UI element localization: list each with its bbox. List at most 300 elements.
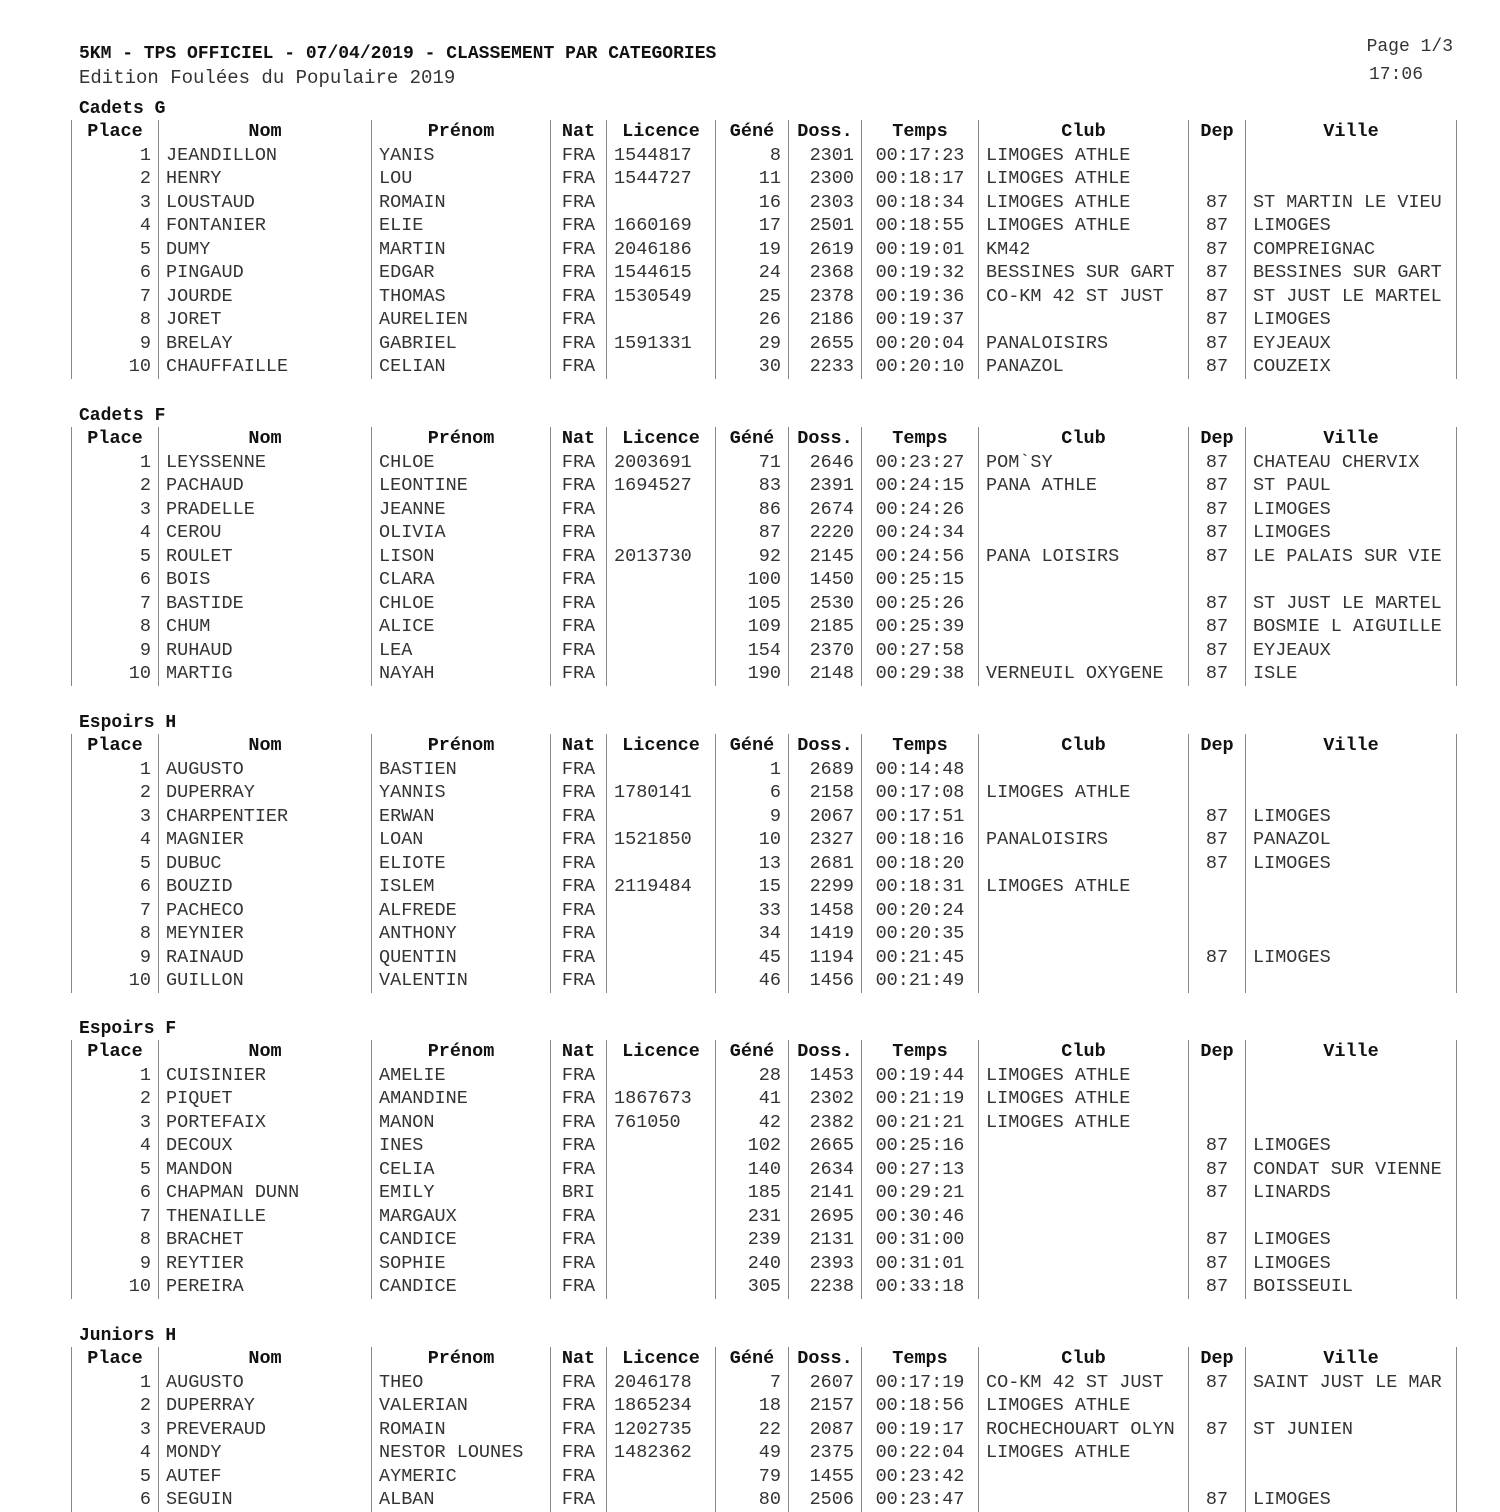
cell-dossard: 2145 — [789, 545, 862, 569]
cell-dep — [1189, 144, 1246, 168]
cell-place: 4 — [72, 1441, 159, 1465]
table-row — [72, 474, 1457, 498]
cell-prenom: ALFREDE — [372, 899, 551, 923]
cell-dep: 87 — [1189, 191, 1246, 215]
column-header-prenom: Prénom — [372, 1040, 551, 1064]
cell-nom: CHUM — [159, 615, 372, 639]
table-row — [72, 1252, 1457, 1276]
cell-nat: FRA — [551, 615, 607, 639]
cell-temps: 00:22:04 — [862, 1441, 979, 1465]
cell-club: LIMOGES ATHLE — [979, 214, 1189, 238]
cell-gene: 11 — [716, 167, 789, 191]
cell-dep — [1189, 568, 1246, 592]
column-header-gene: Géné — [716, 734, 789, 758]
cell-licence — [607, 498, 716, 522]
cell-gene: 15 — [716, 875, 789, 899]
cell-place: 5 — [72, 852, 159, 876]
cell-nat: FRA — [551, 828, 607, 852]
table-row — [72, 1087, 1457, 1111]
report-title: 5KM - TPS OFFICIEL - 07/04/2019 - CLASSEMENT PAR CATEGORIES — [79, 44, 717, 64]
cell-gene: 305 — [716, 1275, 789, 1299]
cell-ville: LIMOGES — [1246, 498, 1457, 522]
category-title: Espoirs F — [79, 1019, 177, 1039]
cell-ville: LE PALAIS SUR VIE — [1246, 545, 1457, 569]
cell-club — [979, 946, 1189, 970]
cell-place: 9 — [72, 1252, 159, 1276]
cell-dossard: 2131 — [789, 1228, 862, 1252]
cell-place: 6 — [72, 875, 159, 899]
cell-ville — [1246, 1087, 1457, 1111]
cell-licence — [607, 1134, 716, 1158]
cell-nat: FRA — [551, 355, 607, 379]
cell-prenom: CELIAN — [372, 355, 551, 379]
cell-licence: 2013730 — [607, 545, 716, 569]
cell-nat: FRA — [551, 1158, 607, 1182]
cell-temps: 00:19:37 — [862, 308, 979, 332]
column-header-nom: Nom — [159, 120, 372, 144]
cell-place: 4 — [72, 214, 159, 238]
column-header-place: Place — [72, 120, 159, 144]
cell-gene: 86 — [716, 498, 789, 522]
category-section — [71, 1018, 1451, 1299]
cell-dossard: 2646 — [789, 451, 862, 475]
table-header-row — [72, 734, 1457, 758]
column-header-club: Club — [979, 1347, 1189, 1371]
table-row — [72, 1158, 1457, 1182]
category-title: Cadets F — [79, 406, 166, 426]
cell-club — [979, 1181, 1189, 1205]
cell-club: CO-KM 42 ST JUST — [979, 1371, 1189, 1395]
cell-prenom: ALICE — [372, 615, 551, 639]
column-header-dep: Dep — [1189, 427, 1246, 451]
table-row — [72, 899, 1457, 923]
cell-prenom: NESTOR LOUNES — [372, 1441, 551, 1465]
table-row — [72, 805, 1457, 829]
cell-ville — [1246, 1394, 1457, 1418]
cell-nom: PEREIRA — [159, 1275, 372, 1299]
cell-gene: 8 — [716, 144, 789, 168]
cell-nat: FRA — [551, 781, 607, 805]
cell-dep — [1189, 1465, 1246, 1489]
table-row — [72, 1181, 1457, 1205]
table-row — [72, 1205, 1457, 1229]
cell-prenom: LOU — [372, 167, 551, 191]
table-row — [72, 828, 1457, 852]
cell-nom: AUGUSTO — [159, 1371, 372, 1395]
cell-gene: 87 — [716, 521, 789, 545]
cell-club: LIMOGES ATHLE — [979, 875, 1189, 899]
cell-temps: 00:19:17 — [862, 1418, 979, 1442]
cell-gene: 7 — [716, 1371, 789, 1395]
cell-dossard: 2674 — [789, 498, 862, 522]
column-header-gene: Géné — [716, 1040, 789, 1064]
cell-ville: LINARDS — [1246, 1181, 1457, 1205]
cell-place: 9 — [72, 332, 159, 356]
cell-dep: 87 — [1189, 1371, 1246, 1395]
cell-nat: FRA — [551, 1275, 607, 1299]
cell-licence — [607, 946, 716, 970]
cell-nom: BRACHET — [159, 1228, 372, 1252]
cell-prenom: NAYAH — [372, 662, 551, 686]
column-header-temps: Temps — [862, 427, 979, 451]
cell-dossard: 1456 — [789, 969, 862, 993]
cell-temps: 00:20:24 — [862, 899, 979, 923]
column-header-licence: Licence — [607, 120, 716, 144]
cell-licence — [607, 521, 716, 545]
cell-nat: FRA — [551, 332, 607, 356]
column-header-club: Club — [979, 734, 1189, 758]
column-header-dep: Dep — [1189, 734, 1246, 758]
column-header-prenom: Prénom — [372, 734, 551, 758]
cell-dep: 87 — [1189, 474, 1246, 498]
cell-licence: 1591331 — [607, 332, 716, 356]
cell-dossard: 2501 — [789, 214, 862, 238]
cell-dep: 87 — [1189, 852, 1246, 876]
cell-licence — [607, 592, 716, 616]
cell-licence — [607, 899, 716, 923]
cell-place: 1 — [72, 144, 159, 168]
cell-nat: FRA — [551, 946, 607, 970]
column-header-licence: Licence — [607, 1040, 716, 1064]
cell-prenom: MARTIN — [372, 238, 551, 262]
cell-club: BESSINES SUR GART — [979, 261, 1189, 285]
cell-licence: 1521850 — [607, 828, 716, 852]
cell-ville: ST JUST LE MARTEL — [1246, 285, 1457, 309]
cell-nom: LOUSTAUD — [159, 191, 372, 215]
category-title: Espoirs H — [79, 713, 177, 733]
table-row — [72, 1418, 1457, 1442]
results-table — [71, 1347, 1457, 1512]
table-row — [72, 662, 1457, 686]
cell-dossard: 2141 — [789, 1181, 862, 1205]
cell-prenom: ISLEM — [372, 875, 551, 899]
cell-prenom: CANDICE — [372, 1228, 551, 1252]
category-title: Cadets G — [79, 99, 166, 119]
cell-gene: 239 — [716, 1228, 789, 1252]
cell-dossard: 2148 — [789, 662, 862, 686]
cell-nom: BOUZID — [159, 875, 372, 899]
column-header-nom: Nom — [159, 734, 372, 758]
cell-prenom: ELIE — [372, 214, 551, 238]
column-header-nom: Nom — [159, 1347, 372, 1371]
cell-club — [979, 1158, 1189, 1182]
cell-nom: DECOUX — [159, 1134, 372, 1158]
cell-club — [979, 1205, 1189, 1229]
cell-club — [979, 899, 1189, 923]
cell-dossard: 1194 — [789, 946, 862, 970]
column-header-ville: Ville — [1246, 120, 1457, 144]
cell-dossard: 2327 — [789, 828, 862, 852]
column-header-dossard: Doss. — [789, 120, 862, 144]
cell-nom: FONTANIER — [159, 214, 372, 238]
cell-temps: 00:21:21 — [862, 1111, 979, 1135]
cell-temps: 00:17:19 — [862, 1371, 979, 1395]
column-header-temps: Temps — [862, 734, 979, 758]
cell-nat: FRA — [551, 521, 607, 545]
cell-nom: MARTIG — [159, 662, 372, 686]
cell-licence — [607, 805, 716, 829]
cell-dossard: 2391 — [789, 474, 862, 498]
column-header-prenom: Prénom — [372, 120, 551, 144]
cell-temps: 00:25:26 — [862, 592, 979, 616]
results-table — [71, 427, 1457, 686]
cell-temps: 00:20:04 — [862, 332, 979, 356]
column-header-temps: Temps — [862, 120, 979, 144]
cell-nat: FRA — [551, 758, 607, 782]
cell-gene: 45 — [716, 946, 789, 970]
cell-dossard: 2087 — [789, 1418, 862, 1442]
cell-nat: FRA — [551, 214, 607, 238]
cell-prenom: CELIA — [372, 1158, 551, 1182]
cell-nom: REYTIER — [159, 1252, 372, 1276]
cell-dossard: 2393 — [789, 1252, 862, 1276]
cell-club: PANALOISIRS — [979, 332, 1189, 356]
cell-prenom: LEA — [372, 639, 551, 663]
cell-place: 3 — [72, 1418, 159, 1442]
cell-club: LIMOGES ATHLE — [979, 781, 1189, 805]
cell-dep — [1189, 969, 1246, 993]
cell-licence — [607, 922, 716, 946]
table-row — [72, 1394, 1457, 1418]
cell-dossard: 2302 — [789, 1087, 862, 1111]
cell-club — [979, 568, 1189, 592]
cell-nom: HENRY — [159, 167, 372, 191]
cell-nom: AUGUSTO — [159, 758, 372, 782]
cell-ville: ST JUST LE MARTEL — [1246, 592, 1457, 616]
cell-nom: CUISINIER — [159, 1064, 372, 1088]
cell-dossard: 2067 — [789, 805, 862, 829]
cell-nat: FRA — [551, 1465, 607, 1489]
column-header-place: Place — [72, 1040, 159, 1064]
cell-nom: GUILLON — [159, 969, 372, 993]
cell-nat: FRA — [551, 639, 607, 663]
cell-prenom: CANDICE — [372, 1275, 551, 1299]
cell-licence — [607, 1064, 716, 1088]
cell-ville: LIMOGES — [1246, 1252, 1457, 1276]
cell-temps: 00:18:55 — [862, 214, 979, 238]
cell-club — [979, 521, 1189, 545]
cell-temps: 00:18:56 — [862, 1394, 979, 1418]
cell-nom: DUPERRAY — [159, 1394, 372, 1418]
cell-club: LIMOGES ATHLE — [979, 144, 1189, 168]
table-row — [72, 451, 1457, 475]
cell-nat: FRA — [551, 805, 607, 829]
cell-nom: CHAPMAN DUNN — [159, 1181, 372, 1205]
cell-prenom: ALBAN — [372, 1488, 551, 1512]
cell-club: LIMOGES ATHLE — [979, 1064, 1189, 1088]
cell-place: 6 — [72, 261, 159, 285]
table-row — [72, 167, 1457, 191]
cell-dossard: 2634 — [789, 1158, 862, 1182]
table-row — [72, 238, 1457, 262]
cell-place: 8 — [72, 308, 159, 332]
column-header-ville: Ville — [1246, 1040, 1457, 1064]
cell-temps: 00:20:10 — [862, 355, 979, 379]
cell-ville — [1246, 1441, 1457, 1465]
table-row — [72, 852, 1457, 876]
table-row — [72, 1371, 1457, 1395]
cell-temps: 00:29:21 — [862, 1181, 979, 1205]
cell-nat: FRA — [551, 1205, 607, 1229]
cell-licence — [607, 1465, 716, 1489]
cell-dep: 87 — [1189, 639, 1246, 663]
cell-temps: 00:17:08 — [862, 781, 979, 805]
cell-temps: 00:25:15 — [862, 568, 979, 592]
table-row — [72, 875, 1457, 899]
cell-club — [979, 805, 1189, 829]
cell-place: 6 — [72, 1488, 159, 1512]
cell-licence: 1202735 — [607, 1418, 716, 1442]
cell-dossard: 2619 — [789, 238, 862, 262]
cell-place: 1 — [72, 1371, 159, 1395]
cell-prenom: ROMAIN — [372, 191, 551, 215]
cell-temps: 00:24:34 — [862, 521, 979, 545]
cell-dossard: 2301 — [789, 144, 862, 168]
cell-gene: 105 — [716, 592, 789, 616]
cell-ville: SAINT JUST LE MAR — [1246, 1371, 1457, 1395]
cell-nom: PREVERAUD — [159, 1418, 372, 1442]
column-header-dossard: Doss. — [789, 1040, 862, 1064]
cell-prenom: ERWAN — [372, 805, 551, 829]
cell-dep: 87 — [1189, 1181, 1246, 1205]
cell-gene: 6 — [716, 781, 789, 805]
column-header-dossard: Doss. — [789, 734, 862, 758]
cell-temps: 00:30:46 — [862, 1205, 979, 1229]
cell-nom: CEROU — [159, 521, 372, 545]
cell-licence: 2003691 — [607, 451, 716, 475]
cell-dep: 87 — [1189, 214, 1246, 238]
cell-nat: FRA — [551, 191, 607, 215]
column-header-ville: Ville — [1246, 734, 1457, 758]
cell-club: PANA LOISIRS — [979, 545, 1189, 569]
cell-prenom: AMANDINE — [372, 1087, 551, 1111]
cell-dep: 87 — [1189, 261, 1246, 285]
cell-nat: FRA — [551, 1371, 607, 1395]
column-header-licence: Licence — [607, 734, 716, 758]
cell-prenom: YANIS — [372, 144, 551, 168]
cell-nat: FRA — [551, 167, 607, 191]
cell-licence — [607, 568, 716, 592]
column-header-club: Club — [979, 427, 1189, 451]
cell-prenom: MANON — [372, 1111, 551, 1135]
table-row — [72, 1275, 1457, 1299]
cell-nat: FRA — [551, 875, 607, 899]
cell-prenom: BASTIEN — [372, 758, 551, 782]
cell-ville — [1246, 899, 1457, 923]
cell-nat: FRA — [551, 1394, 607, 1418]
cell-ville: ST MARTIN LE VIEU — [1246, 191, 1457, 215]
cell-nom: BASTIDE — [159, 592, 372, 616]
table-row — [72, 332, 1457, 356]
cell-nat: FRA — [551, 1252, 607, 1276]
cell-nat: FRA — [551, 285, 607, 309]
cell-ville — [1246, 1064, 1457, 1088]
cell-dep: 87 — [1189, 285, 1246, 309]
cell-licence: 1660169 — [607, 214, 716, 238]
cell-temps: 00:24:56 — [862, 545, 979, 569]
cell-gene: 9 — [716, 805, 789, 829]
cell-licence — [607, 1275, 716, 1299]
cell-dep: 87 — [1189, 498, 1246, 522]
cell-dep: 87 — [1189, 451, 1246, 475]
cell-nom: MANDON — [159, 1158, 372, 1182]
cell-nom: PIQUET — [159, 1087, 372, 1111]
table-row — [72, 191, 1457, 215]
cell-nom: LEYSSENNE — [159, 451, 372, 475]
cell-place: 1 — [72, 1064, 159, 1088]
cell-club: LIMOGES ATHLE — [979, 1394, 1189, 1418]
column-header-place: Place — [72, 1347, 159, 1371]
cell-club — [979, 1134, 1189, 1158]
cell-dossard: 1450 — [789, 568, 862, 592]
cell-temps: 00:29:38 — [862, 662, 979, 686]
cell-dossard: 2681 — [789, 852, 862, 876]
cell-place: 2 — [72, 167, 159, 191]
cell-nat: FRA — [551, 308, 607, 332]
cell-dep: 87 — [1189, 545, 1246, 569]
cell-prenom: THOMAS — [372, 285, 551, 309]
cell-nat: FRA — [551, 852, 607, 876]
cell-licence — [607, 662, 716, 686]
column-header-dep: Dep — [1189, 120, 1246, 144]
cell-nat: FRA — [551, 1087, 607, 1111]
column-header-nat: Nat — [551, 1040, 607, 1064]
column-header-licence: Licence — [607, 427, 716, 451]
results-table — [71, 734, 1457, 993]
cell-nat: FRA — [551, 238, 607, 262]
table-row — [72, 214, 1457, 238]
cell-club: VERNEUIL OXYGENE — [979, 662, 1189, 686]
cell-dossard: 2157 — [789, 1394, 862, 1418]
cell-ville: LIMOGES — [1246, 1134, 1457, 1158]
cell-licence: 1865234 — [607, 1394, 716, 1418]
column-header-dossard: Doss. — [789, 427, 862, 451]
cell-temps: 00:21:45 — [862, 946, 979, 970]
category-section — [71, 405, 1451, 686]
cell-ville: LIMOGES — [1246, 521, 1457, 545]
cell-club — [979, 1252, 1189, 1276]
cell-prenom: VALENTIN — [372, 969, 551, 993]
table-row — [72, 946, 1457, 970]
cell-ville: ST PAUL — [1246, 474, 1457, 498]
cell-place: 10 — [72, 969, 159, 993]
column-header-prenom: Prénom — [372, 427, 551, 451]
column-header-licence: Licence — [607, 1347, 716, 1371]
cell-prenom: YANNIS — [372, 781, 551, 805]
cell-club: LIMOGES ATHLE — [979, 167, 1189, 191]
cell-licence: 1544615 — [607, 261, 716, 285]
column-header-place: Place — [72, 427, 159, 451]
table-row — [72, 308, 1457, 332]
cell-temps: 00:20:35 — [862, 922, 979, 946]
cell-club: ROCHECHOUART OLYN — [979, 1418, 1189, 1442]
cell-dep: 87 — [1189, 332, 1246, 356]
cell-dep: 87 — [1189, 355, 1246, 379]
cell-place: 2 — [72, 474, 159, 498]
cell-nat: FRA — [551, 1064, 607, 1088]
cell-nom: BOIS — [159, 568, 372, 592]
cell-place: 4 — [72, 521, 159, 545]
cell-dep — [1189, 875, 1246, 899]
cell-ville — [1246, 781, 1457, 805]
cell-prenom: JEANNE — [372, 498, 551, 522]
table-row — [72, 781, 1457, 805]
cell-ville: EYJEAUX — [1246, 639, 1457, 663]
cell-ville: EYJEAUX — [1246, 332, 1457, 356]
column-header-nom: Nom — [159, 1040, 372, 1064]
category-title: Juniors H — [79, 1326, 177, 1346]
cell-gene: 46 — [716, 969, 789, 993]
